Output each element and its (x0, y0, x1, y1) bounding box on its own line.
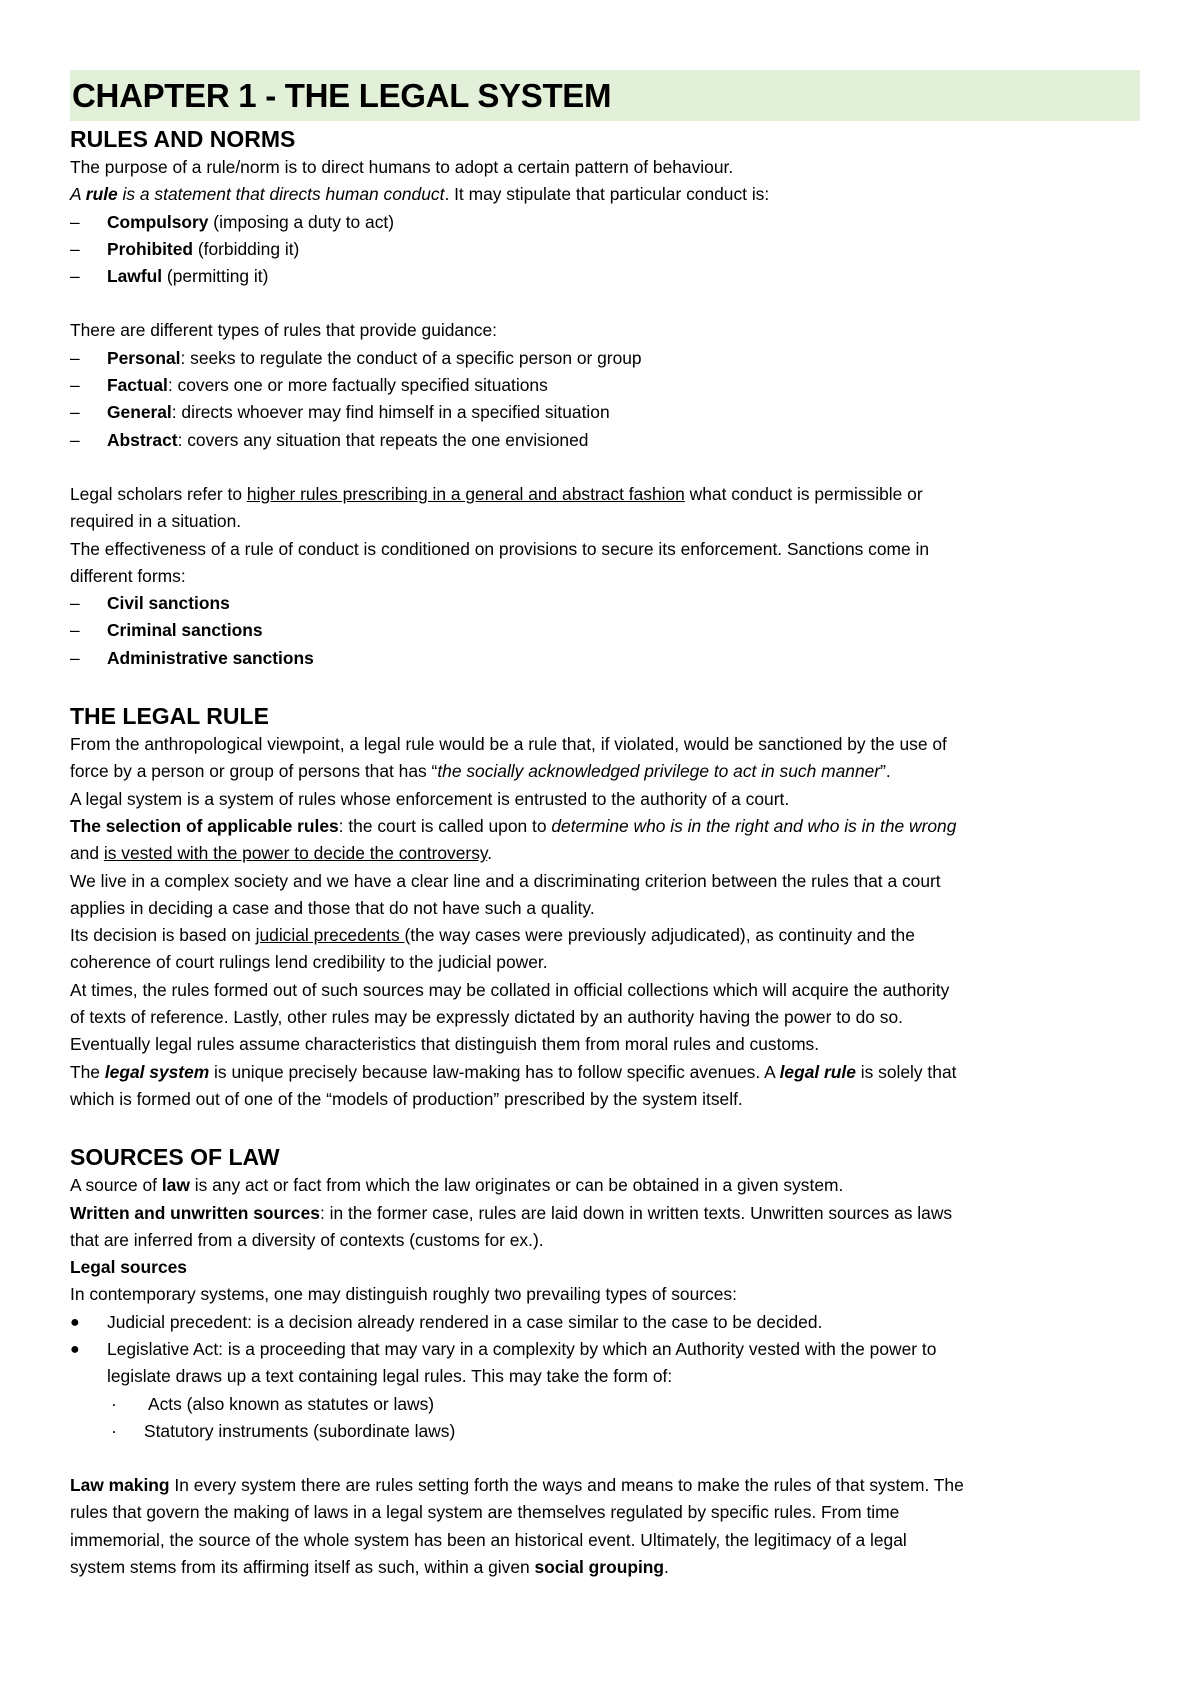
paragraph-rule-definition: A rule is a statement that directs human conduct. It may stipulate that particular conduct is: (70, 184, 770, 205)
paragraph-complex-society-cont: applies in deciding a case and those that do not have such a quality. (70, 897, 595, 918)
list-item-sanction: – Criminal sanctions (70, 617, 1140, 644)
paragraph-law-making-end: system stems from its affirming itself as such, within a given social grouping. (70, 1557, 669, 1578)
dash-bullet: – (70, 266, 80, 287)
dash-bullet: – (70, 375, 80, 396)
sub-list-item-form: · Acts (also known as statutes or laws) (70, 1391, 1140, 1418)
paragraph-source-definition: A source of law is any act or fact from which the law originates or can be obtained in a given system. (70, 1175, 844, 1196)
list-item-rule-type: – Factual: covers one or more factually specified situations (70, 372, 1140, 399)
list-item-sanction: – Administrative sanctions (70, 645, 1140, 672)
chapter-title: CHAPTER 1 - THE LEGAL SYSTEM (70, 70, 1140, 121)
section-heading-sources: SOURCES OF LAW (70, 1144, 280, 1171)
paragraph-at-times: At times, the rules formed out of such sources may be collated in official collections which will acquire the authority (70, 979, 950, 1000)
paragraph-types-intro: There are different types of rules that provide guidance: (70, 320, 497, 341)
paragraph-anthropological-cont: force by a person or group of persons that has “the socially acknowledged privilege to act in such manner”. (70, 761, 891, 782)
list-item-conduct: – Prohibited (forbidding it) (70, 236, 1140, 263)
paragraph-selection-cont: and is vested with the power to decide the controversy. (70, 843, 493, 864)
dash-bullet: – (70, 593, 80, 614)
legal-sources-label: Legal sources (70, 1257, 187, 1278)
dash-bullet: – (70, 211, 80, 232)
dash-bullet: – (70, 402, 80, 423)
list-item-source-type: ● Legislative Act: is a proceeding that may vary in a complexity by which an Authority vested with the power to (70, 1336, 1140, 1363)
list-item-conduct: – Lawful (permitting it) (70, 263, 1140, 290)
bullet-icon: ● (70, 1340, 80, 1358)
sub-bullet-icon: · (111, 1420, 117, 1441)
paragraph-law-making: Law making In every system there are rules setting forth the ways and means to make the rules of that system. The (70, 1475, 964, 1496)
paragraph-unique-cont: which is formed out of one of the “models of production” prescribed by the system itself. (70, 1088, 743, 1109)
dash-bullet: – (70, 647, 80, 668)
paragraph-law-making-cont: immemorial, the source of the whole system has been an historical event. Ultimately, the legitimacy of a legal (70, 1529, 907, 1550)
paragraph-system-definition: A legal system is a system of rules whose enforcement is entrusted to the authority of a court. (70, 788, 790, 809)
paragraph-eventually: Eventually legal rules assume characteristics that distinguish them from moral rules and customs. (70, 1034, 820, 1055)
paragraph-decision-cont: coherence of court rulings lend credibility to the judicial power. (70, 952, 548, 973)
dash-bullet: – (70, 238, 80, 259)
paragraph-written-sources: Written and unwritten sources: in the former case, rules are laid down in written texts. Unwritten sources as laws (70, 1202, 953, 1223)
paragraph-written-sources-cont: that are inferred from a diversity of contexts (customs for ex.). (70, 1229, 544, 1250)
underlined-phrase: higher rules prescribing in a general and abstract fashion (246, 483, 685, 504)
paragraph-effectiveness-cont: different forms: (70, 565, 186, 586)
section-heading-legal-rule: THE LEGAL RULE (70, 703, 269, 730)
paragraph-decision: Its decision is based on judicial precedents (the way cases were previously adjudicated), as continuity and the (70, 925, 915, 946)
paragraph-law-making-cont: rules that govern the making of laws in a legal system are themselves regulated by specific rules. From time (70, 1502, 900, 1523)
dash-bullet: – (70, 347, 80, 368)
list-item-sanction: – Civil sanctions (70, 590, 1140, 617)
paragraph-selection: The selection of applicable rules: the court is called upon to determine who is in the right and who is in the wrong (70, 815, 957, 836)
paragraph-scholars-cont: required in a situation. (70, 511, 242, 532)
list-item-conduct: – Compulsory (imposing a duty to act) (70, 209, 1140, 236)
bullet-icon: ● (70, 1313, 80, 1331)
paragraph-purpose: The purpose of a rule/norm is to direct humans to adopt a certain pattern of behaviour. (70, 157, 734, 177)
dash-bullet: – (70, 429, 80, 450)
paragraph-effectiveness: The effectiveness of a rule of conduct is conditioned on provisions to secure its enforcement. Sanctions come in (70, 538, 930, 559)
section-heading-rules-norms: RULES AND NORMS (70, 126, 296, 152)
paragraph-complex-society: We live in a complex society and we have a clear line and a discriminating criterion between the rules that a court (70, 870, 941, 891)
list-item-rule-type: – Abstract: covers any situation that repeats the one envisioned (70, 427, 1140, 454)
paragraph-at-times-cont: of texts of reference. Lastly, other rules may be expressly dictated by an authority having the power to do so. (70, 1007, 903, 1028)
paragraph-anthropological: From the anthropological viewpoint, a legal rule would be a rule that, if violated, would be sanctioned by the use of (70, 734, 947, 755)
paragraph-unique: The legal system is unique precisely because law-making has to follow specific avenues. A legal rule is solely that (70, 1061, 957, 1082)
list-item-source-type-cont: legislate draws up a text containing legal rules. This may take the form of: (107, 1366, 673, 1387)
list-item-rule-type: – Personal: seeks to regulate the conduct of a specific person or group (70, 345, 1140, 372)
document-page (70, 70, 1140, 1581)
paragraph-scholars: Legal scholars refer to higher rules prescribing in a general and abstract fashion what conduct is permissible or (70, 483, 923, 504)
list-item-source-type: ● Judicial precedent: is a decision already rendered in a case similar to the case to be decided. (70, 1309, 1140, 1336)
list-item-rule-type: – General: directs whoever may find himself in a specified situation (70, 399, 1140, 426)
paragraph-contemporary: In contemporary systems, one may distinguish roughly two prevailing types of sources: (70, 1284, 737, 1305)
dash-bullet: – (70, 620, 80, 641)
definition-italic: A rule is a statement that directs human conduct (70, 184, 445, 205)
sub-bullet-icon: · (111, 1393, 117, 1414)
sub-list-item-form: · Statutory instruments (subordinate laws) (70, 1418, 1140, 1445)
